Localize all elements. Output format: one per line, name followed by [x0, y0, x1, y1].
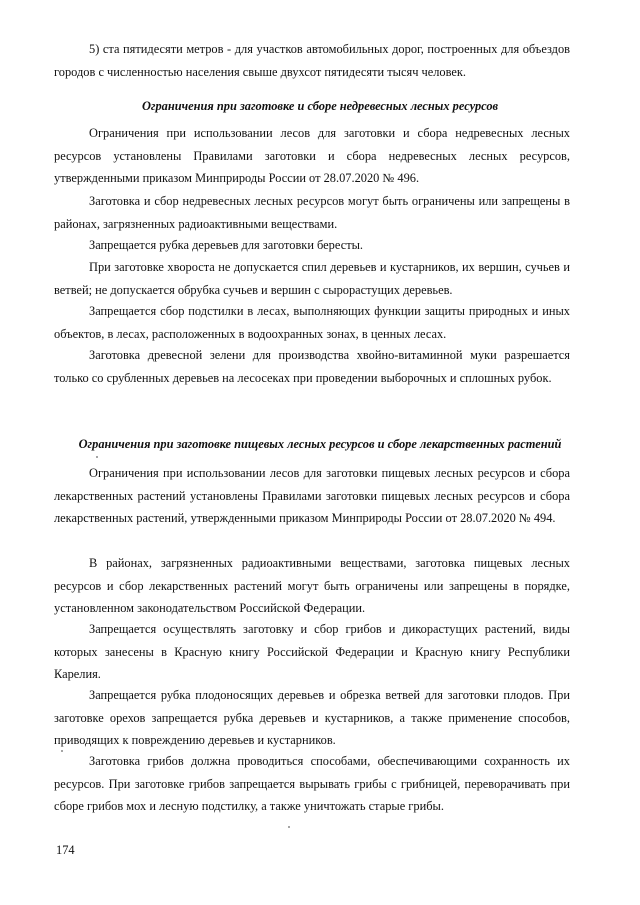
- scan-speck: [61, 750, 63, 752]
- scan-speck: [288, 826, 290, 828]
- paragraph-birch-bark: Запрещается рубка деревьев для заготовки бересты.: [89, 238, 364, 252]
- section-heading-nonwood: Ограничения при заготовке и сборе недревесных лесных ресурсов: [141, 99, 499, 113]
- paragraph-greenery: Заготовка древесной зелени для производства хвойно-витаминной муки разрешается только со срубленных деревьев на лесосеках при проведении выборочных и сплошных рубок.: [54, 348, 570, 385]
- paragraph-mushrooms: Заготовка грибов должна проводиться способами, обеспечивающими сохранность их ресурсов. При заготовке грибов запрещается вырывать грибы с грибницей, переворачивать при сборе грибов мох и лесную подстилку, а также уничтожать старые грибы.: [54, 754, 570, 813]
- paragraph-litter: Запрещается сбор подстилки в лесах, выполняющих функции защиты природных и иных объектов, в лесах, расположенных в водоохранных зонах, в ценных лесах.: [54, 304, 570, 341]
- paragraph-roads: 5) ста пятидесяти метров - для участков автомобильных дорог, построенных для объездов городов с численностью населения свыше двухсот пятидесяти тысяч человек.: [54, 42, 570, 79]
- section-heading-food-resources: Ограничения при заготовке пищевых лесных ресурсов и сборе лекарственных растений: [78, 437, 562, 451]
- scan-speck: [96, 456, 98, 458]
- paragraph-food-radioactive: В районах, загрязненных радиоактивными веществами, заготовка пищевых лесных ресурсов и сбор лекарственных растений могут быть ограничены или запрещены в порядке, установленном законодательством Российской Федерации.: [54, 556, 570, 615]
- page-number: 174: [56, 843, 75, 857]
- paragraph-fruit-trees: Запрещается рубка плодоносящих деревьев и обрезка ветвей для заготовки плодов. При заготовке орехов запрещается рубка деревьев и кустарников, а также применение способов, приводящих к повреждению деревьев и кустарников.: [54, 688, 570, 747]
- paragraph-brushwood: При заготовке хвороста не допускается спил деревьев и кустарников, их вершин, сучьев и ветвей; не допускается обрубка сучьев и вершин с сырорастущих деревьев.: [54, 260, 570, 297]
- paragraph-nonwood-rules: Ограничения при использовании лесов для заготовки и сбора недревесных лесных ресурсов установлены Правилами заготовки и сбора недревесных лесных ресурсов, утвержденными приказом Минприроды России от 28.07.2020 № 496.: [54, 126, 570, 185]
- paragraph-nonwood-radioactive: Заготовка и сбор недревесных лесных ресурсов могут быть ограничены или запрещены в районах, загрязненных радиоактивными веществами.: [54, 194, 570, 231]
- paragraph-food-rules: Ограничения при использовании лесов для заготовки пищевых лесных ресурсов и сбора лекарственных растений установлены Правилами заготовки пищевых лесных ресурсов и сбора лекарственных растений, утвержденными приказом Минприроды России от 28.07.2020 № 494.: [54, 466, 570, 525]
- paragraph-red-book: Запрещается осуществлять заготовку и сбор грибов и дикорастущих растений, виды которых занесены в Красную книгу Российской Федерации и Красную книгу Республики Карелия.: [54, 622, 570, 681]
